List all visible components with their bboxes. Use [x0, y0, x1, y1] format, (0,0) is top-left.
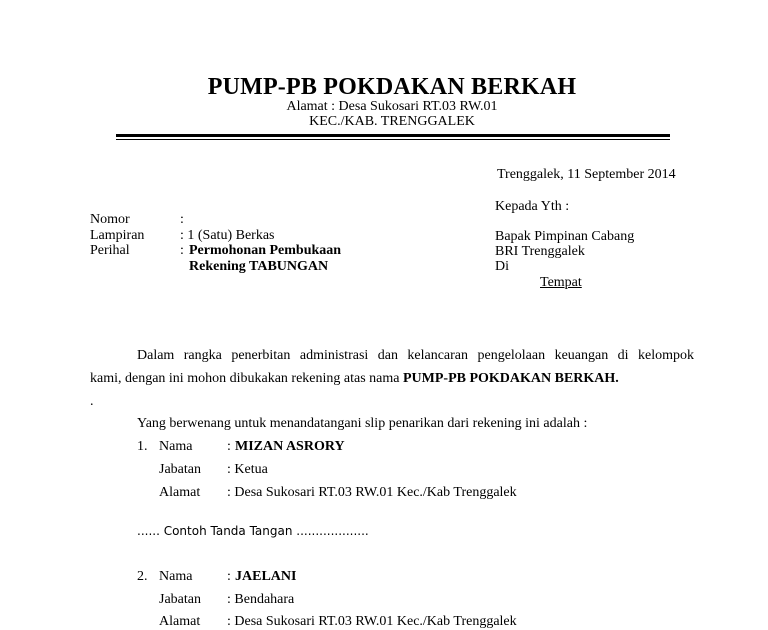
signatory-1-alamat-value: : Desa Sukosari RT.03 RW.01 Kec./Kab Trenggalek — [227, 485, 517, 500]
signatory-2-number: 2. — [137, 569, 148, 584]
perihal-label: Perihal — [90, 243, 130, 258]
header-rule-thin — [116, 139, 670, 140]
recipient-line-2: BRI Trenggalek — [495, 244, 585, 259]
perihal-line-2: Rekening TABUNGAN — [189, 259, 329, 274]
signatory-2-alamat-value: : Desa Sukosari RT.03 RW.01 Kec./Kab Trenggalek — [227, 614, 517, 629]
signatory-1-nama-value: MIZAN ASRORY — [235, 439, 345, 454]
date-line: Trenggalek, 11 September 2014 — [497, 167, 676, 182]
signatory-2-alamat-label: Alamat — [159, 614, 201, 629]
signatory-1-jabatan-label: Jabatan — [159, 462, 201, 477]
signatory-2-jabatan-value: : Bendahara — [227, 592, 295, 607]
kepada-yth: Kepada Yth : — [495, 199, 570, 214]
paragraph-1-line-1: Dalam rangka penerbitan administrasi dan kelancaran pengelolaan keuangan di kelompok — [137, 348, 694, 363]
recipient-line-3: Di — [495, 259, 509, 274]
nomor-label: Nomor — [90, 212, 130, 227]
perihal-line-1: Permohonan Pembukaan — [189, 243, 342, 258]
paragraph-1-line-2-org: PUMP-PB POKDAKAN BERKAH. — [402, 371, 619, 386]
signatory-1-nama-label: Nama — [159, 439, 193, 454]
signatory-2-jabatan-label: Jabatan — [159, 592, 201, 607]
signatory-1-nama-colon: : — [227, 439, 231, 454]
lampiran-label: Lampiran — [90, 228, 145, 243]
perihal-colon: : — [180, 243, 184, 258]
signatory-1-alamat-label: Alamat — [159, 485, 201, 500]
address-line-2: KEC./KAB. TRENGGALEK — [309, 114, 475, 129]
sample-signature-line: ...... Contoh Tanda Tangan ................... — [137, 524, 369, 538]
signatory-1-jabatan-value: : Ketua — [227, 462, 268, 477]
signatory-2-nama-value: JAELANI — [235, 569, 297, 584]
org-name-heading: PUMP-PB POKDAKAN BERKAH — [207, 74, 577, 100]
paragraph-2: Yang berwenang untuk menandatangani slip penarikan dari rekening ini adalah : — [137, 416, 588, 431]
nomor-value: : — [180, 212, 184, 227]
signatory-2-nama-label: Nama — [159, 569, 193, 584]
recipient-line-1: Bapak Pimpinan Cabang — [495, 229, 635, 244]
recipient-line-4: Tempat — [540, 275, 582, 290]
address-line-1: Alamat : Desa Sukosari RT.03 RW.01 — [286, 99, 498, 114]
stray-dot: . — [90, 394, 94, 409]
lampiran-value: : 1 (Satu) Berkas — [180, 228, 275, 243]
header-rule-thick — [116, 134, 670, 137]
paragraph-1-line-2 — [90, 371, 619, 387]
paragraph-1-line-2-text: kami, dengan ini mohon dibukakan rekening atas nama — [90, 371, 400, 386]
signatory-2-nama-colon: : — [227, 569, 231, 584]
signatory-1-number: 1. — [137, 439, 148, 454]
